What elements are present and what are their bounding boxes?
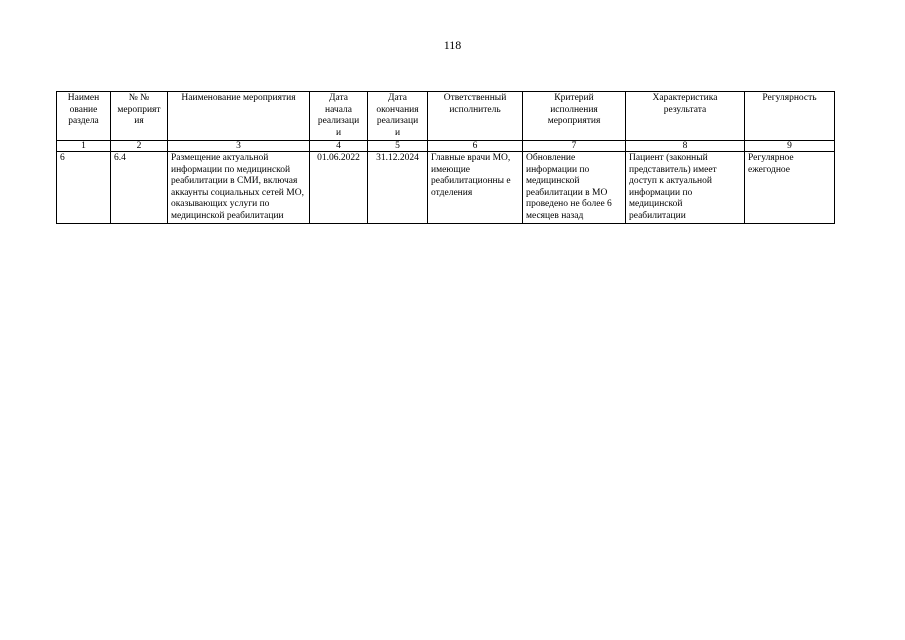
cell-end-date: 31.12.2024 xyxy=(368,152,428,224)
header-cell-measure-name: Наименование мероприятия xyxy=(168,92,310,141)
column-number-cell: 3 xyxy=(168,141,310,152)
header-cell-measure-number: № № мероприят ия xyxy=(111,92,168,141)
column-number-row xyxy=(57,141,835,152)
header-cell-criterion: Критерий исполнения мероприятия xyxy=(523,92,626,141)
cell-responsible: Главные врачи МО, имеющие реабилитационны е отделения xyxy=(428,152,523,224)
header-cell-start-date: Дата начала реализаци и xyxy=(310,92,368,141)
cell-start-date: 01.06.2022 xyxy=(310,152,368,224)
page-number: 118 xyxy=(443,38,462,52)
column-number-cell: 4 xyxy=(310,141,368,152)
column-number-cell: 1 xyxy=(57,141,111,152)
cell-criterion: Обновление информации по медицинской реабилитации в МО проведено не более 6 месяцев назад xyxy=(523,152,626,224)
header-row xyxy=(57,92,835,141)
header-cell-regularity: Регулярность xyxy=(745,92,835,141)
header-cell-responsible: Ответственный исполнитель xyxy=(428,92,523,141)
header-cell-section-name: Наимен ование раздела xyxy=(57,92,111,141)
column-number-cell: 9 xyxy=(745,141,835,152)
cell-section-name: 6 xyxy=(57,152,111,224)
column-number-cell: 7 xyxy=(523,141,626,152)
cell-measure-name: Размещение актуальной информации по медицинской реабилитации в СМИ, включая аккаунты социальных сетей МО, оказывающих услуги по медицинской реабилитации xyxy=(168,152,310,224)
cell-measure-number: 6.4 xyxy=(111,152,168,224)
column-number-cell: 8 xyxy=(626,141,745,152)
header-cell-end-date: Дата окончания реализаци и xyxy=(368,92,428,141)
column-number-cell: 5 xyxy=(368,141,428,152)
column-number-cell: 2 xyxy=(111,141,168,152)
table-row xyxy=(57,152,835,224)
column-number-cell: 6 xyxy=(428,141,523,152)
measures-table xyxy=(56,91,835,224)
cell-result: Пациент (законный представитель) имеет доступ к актуальной информации по медицинской реабилитации xyxy=(626,152,745,224)
header-cell-result: Характеристика результата xyxy=(626,92,745,141)
cell-regularity: Регулярное ежегодное xyxy=(745,152,835,224)
